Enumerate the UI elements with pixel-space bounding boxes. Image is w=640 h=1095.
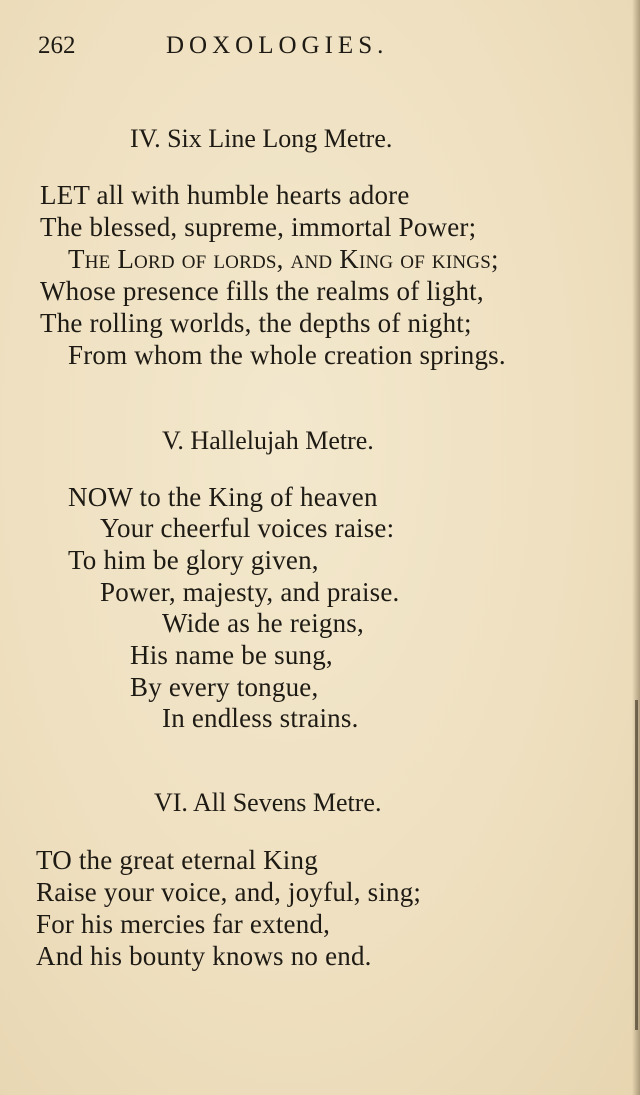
verse-line: Whose presence fills the realms of light, [40,276,484,306]
section-title-v: V. Hallelujah Metre. [162,426,374,455]
verse-line: LET all with humble hearts adore [40,180,410,210]
verse-line: For his mercies far extend, [36,909,331,939]
verse-line: The blessed, supreme, immortal Power; [40,212,477,242]
running-head: DOXOLOGIES. [166,32,389,59]
verse-line: In endless strains. [162,703,359,733]
verse-line: And his bounty knows no end. [36,941,372,971]
verse-line: By every tongue, [130,672,319,702]
verse-line: To him be glory given, [68,545,319,575]
section-title-iv: IV. Six Line Long Metre. [130,124,393,153]
verse-line: TO the great eternal King [36,845,318,875]
verse-line: From whom the whole creation springs. [68,340,506,370]
verse-line: NOW to the King of heaven [68,482,378,512]
page-header [38,32,598,66]
verse-line: Power, majesty, and praise. [100,577,400,607]
verse-line: The Lord of lords, and King of kings; [68,244,499,274]
verse-line: Wide as he reigns, [162,608,364,638]
page-edge-line [635,700,638,1030]
page-number: 262 [38,32,76,59]
verse-line: Your cheerful voices raise: [100,513,395,543]
verse-line: His name be sung, [130,640,333,670]
verse-line: The rolling worlds, the depths of night; [40,308,472,338]
section-title-vi: VI. All Sevens Metre. [154,788,382,817]
verse-line: Raise your voice, and, joyful, sing; [36,877,422,907]
